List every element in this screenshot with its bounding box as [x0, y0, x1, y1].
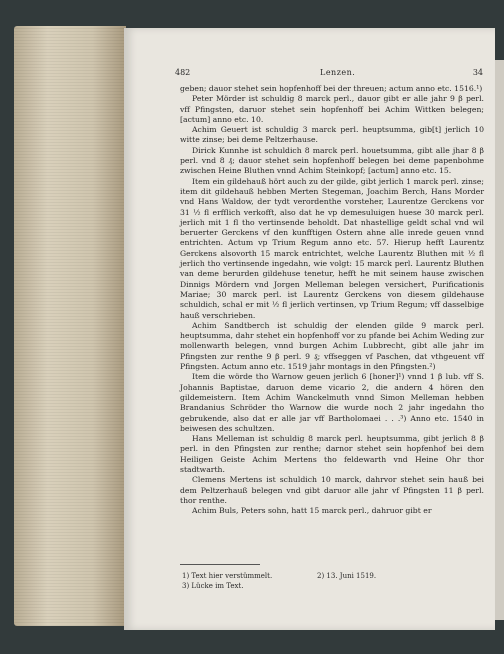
- paragraph: Achim Geuert ist schuldig 3 marck perl. heuptsumma, gib[t] jerlich 10 witte zinse; bei deme Peltzerhause.: [180, 125, 484, 145]
- facing-page-strip: [495, 60, 504, 620]
- paragraph: Dirick Kunnhe ist schuldich 8 marck perl. houetsumma, gibt alle jhar 8 β perl. vnd 8 ₰; dauor stehet sein hopfenhoff belegen bei deme papenbohme zwischen Heine Bluthen vnnd Achim Steinkopf; [actum] anno etc. 15.: [180, 145, 484, 176]
- paragraph: Item die wörde tho Warnow geuen jerlich 6 [honer]¹) vnnd 1 β lub. vff S. Johannis Baptistae, daruon deme vicario 2, die andern 4 hören den gildemeistern. Item Achim Wanckelmuth vnnd Simon Melleman hebben Brandanius Schröder tho Warnow die wurde noch 2 jahr ingedahn tho gebrukende, also dat er alle jar vff Bartholomaei . . .³) Anno etc. 1540 in beiwesen des schultzen.: [180, 372, 484, 433]
- section-number: 34: [472, 68, 483, 77]
- footnote-1: 1) Text hier verstümmelt.: [182, 572, 273, 580]
- footnote-3: 3) Lücke im Text.: [182, 582, 244, 590]
- running-head: [175, 68, 483, 80]
- paragraph: Item ein gildehauß hört auch zu der gilde, gibt jerlich 1 marck perl. zinse; item dit gildehauß hebben Merten Stegeman, Joachim Berch, Hans Morder vnd Hans Waldow, der tydt verordenthe vorsteher, Laurentze Gerckens vor 31 ½ fl erfflich verkofft, also dat he vp demesuluigen huese 30 marck perl. jerlich mit 1 fl tho vertinsende beholdt. Dat nhastellige geldt schal vnd wil beruerter Gerckens vf den kunfftigen Ostern ahne alle inrede geuen vnnd entrichten. Actum vp Trium Regum anno etc. 57. Hierup hefft Laurentz Gerckens alsovorth 15 marck entrichtet, welche Laurentz Bluthen mit ½ fl jerlich tho vertinsende ingedahn, wie volgt: 15 marck perl. Laurentz Bluthen van deme berurden gildehuse tenetur, hefft he mit seinem hause zwischen Dinnigs Mördern vnd Jorgen Melleman belegen versichert, Purificationis Mariae; 30 marck perl. ist Laurentz Gerckens von diesem gildehause schuldich, schal er mit ½ fl jerlich vertinsen, vp Trium Regum; vff dasselbige hauß verschrieben.: [180, 176, 484, 320]
- page-number: 482: [175, 68, 191, 77]
- paragraph: Hans Melleman ist schuldig 8 marck perl. heuptsumma, gibt jerlich 8 β perl. in den Pfingsten zur renthe; darnor stehet sein hopfenhof bei dem Heiligen Geiste Achim Mertens tho feldewarth vnd Heine Ohr thor stadtwarth.: [180, 434, 484, 474]
- book-page-edges: [14, 26, 126, 626]
- footnote-rule: [180, 564, 260, 565]
- paragraph: Peter Mörder ist schuldig 8 marck perl., dauor gibt er alle jahr 9 β perl. vff Pfingsten, daruor stehet sein hopfenhoff bei Achim Wittken belegen; [actum] anno etc. 10.: [180, 94, 484, 124]
- running-title: Lenzen.: [320, 68, 356, 77]
- paragraph: Achim Sandtberch ist schuldig der elenden gilde 9 marck perl. heuptsumma, dahr stehet ein hopfenhoff vor zu pfande bei Achim Weding zur mollenwarth belegen, vnnd burgen Achim Lubbrecht, gibt alle jahr im Pfingsten zur renthe 9 β perl. 9 ₰; vffseggen vf Paschen, dat vthgeuent vff Pfingsten. Actum anno etc. 1519 jahr montags in den Pfingsten.²): [180, 320, 484, 372]
- footnote-2: 2) 13. Juni 1519.: [317, 572, 377, 580]
- paragraph: geben; dauor stehet sein hopfenhoff bei der threuen; actum anno etc. 1516.¹): [180, 84, 483, 93]
- footnotes: [182, 571, 482, 591]
- paragraph: Achim Buls, Peters sohn, hatt 15 marck perl., dahruor gibt er: [192, 506, 432, 516]
- paragraph: Clemens Mertens ist schuldich 10 marck, dahrvor stehet sein hauß bei dem Peltzerhauß belegen vnd gibt daruor alle jahr vf Pfingsten 11 β perl. thor renthe.: [180, 475, 484, 505]
- body-text: [180, 84, 484, 516]
